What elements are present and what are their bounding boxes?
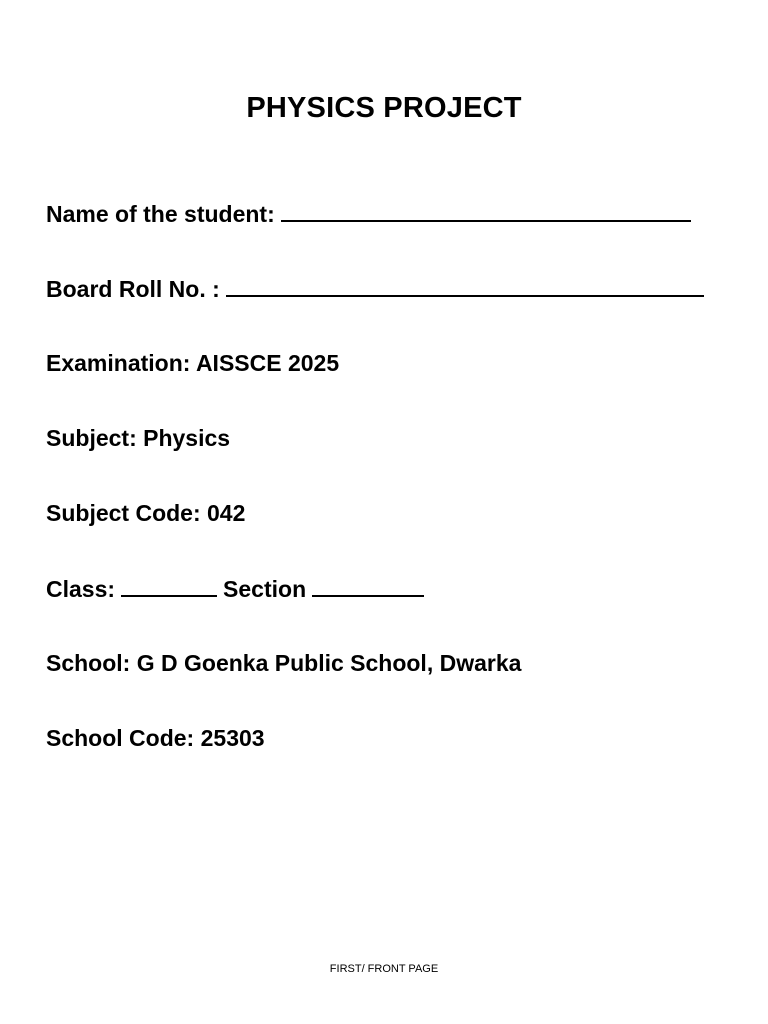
subject-line: Subject: Physics (46, 425, 231, 451)
class-label: Class: (46, 576, 116, 602)
examination-line: Examination: AISSCE 2025 (46, 350, 340, 376)
board-roll-blank (226, 275, 704, 297)
school-code-line: School Code: 25303 (46, 725, 265, 751)
student-name-blank (281, 200, 691, 222)
section-label: Section (223, 576, 307, 602)
page-footer: FIRST/ FRONT PAGE (329, 963, 439, 975)
student-name-line (46, 200, 691, 228)
board-roll-line (46, 275, 704, 303)
school-line: School: G D Goenka Public School, Dwarka (46, 650, 522, 676)
page-title: PHYSICS PROJECT (246, 92, 522, 124)
class-blank (121, 575, 217, 597)
student-name-label: Name of the student: (46, 201, 275, 227)
board-roll-label: Board Roll No. : (46, 276, 220, 302)
class-section-line (46, 575, 424, 603)
subject-code-line: Subject Code: 042 (46, 500, 246, 526)
section-blank (312, 575, 424, 597)
